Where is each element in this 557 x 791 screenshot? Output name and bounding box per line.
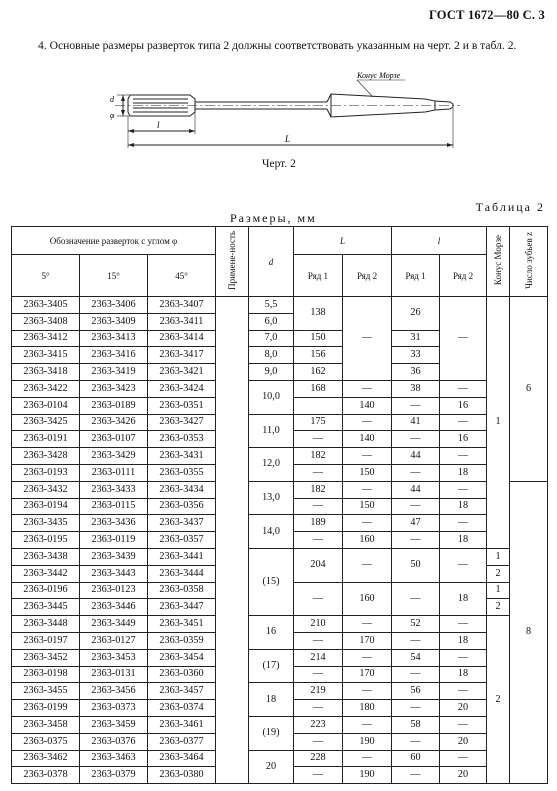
L-series2-cell: — xyxy=(343,515,392,532)
designation-cell: 2363-3423 xyxy=(80,380,148,397)
L-series2-cell: 180 xyxy=(343,700,392,717)
dimension-l-label: l xyxy=(157,120,160,130)
designation-cell: 2363-0199 xyxy=(12,700,80,717)
l-series2-cell: 18 xyxy=(440,632,487,649)
table-number: Таблица 2 xyxy=(475,200,545,214)
L-series1-cell: 168 xyxy=(294,380,343,397)
morse-taper-label: Конус Морзе xyxy=(357,72,401,80)
l-series1-cell: 60 xyxy=(392,750,440,767)
l-series1-cell: — xyxy=(392,464,440,481)
d-cell: 9,0 xyxy=(249,364,294,381)
l-series2-cell: 20 xyxy=(440,733,487,750)
header-angle-15: 15° xyxy=(80,255,148,297)
application-cell xyxy=(216,297,249,784)
l-series2-cell: — xyxy=(440,414,487,431)
L-series2-cell: 170 xyxy=(343,666,392,683)
header-application: Примене-ность xyxy=(216,227,249,297)
designation-cell: 2363-3419 xyxy=(80,364,148,381)
designation-cell: 2363-3436 xyxy=(80,515,148,532)
d-cell: 5,5 xyxy=(249,297,294,314)
designation-cell: 2363-3421 xyxy=(148,364,216,381)
L-series1-cell: 223 xyxy=(294,716,343,733)
designation-cell: 2363-0189 xyxy=(80,397,148,414)
l-series1-cell: — xyxy=(392,397,440,414)
l-series1-cell: — xyxy=(392,700,440,717)
table-row xyxy=(12,649,548,666)
d-cell: 10,0 xyxy=(249,380,294,414)
table-row xyxy=(12,448,548,465)
d-cell: 11,0 xyxy=(249,414,294,448)
L-series1-cell: 228 xyxy=(294,750,343,767)
l-series2-cell: 16 xyxy=(440,431,487,448)
header-designation: Обозначение разверток с углом φ xyxy=(12,227,216,255)
L-series1-cell: — xyxy=(294,767,343,784)
L-series2-cell: 190 xyxy=(343,767,392,784)
l-series1-cell: 58 xyxy=(392,716,440,733)
designation-cell: 2363-3425 xyxy=(12,414,80,431)
designation-cell: 2363-3433 xyxy=(80,481,148,498)
designation-cell: 2363-0191 xyxy=(12,431,80,448)
l-series2-cell: 18 xyxy=(440,464,487,481)
dimensions-table xyxy=(11,226,548,784)
l-series2-cell: — xyxy=(440,548,487,582)
designation-cell: 2363-0376 xyxy=(80,733,148,750)
designation-cell: 2363-3411 xyxy=(148,313,216,330)
header-teeth: Число зубьев z xyxy=(510,227,548,297)
designation-cell: 2363-3459 xyxy=(80,716,148,733)
L-series1-cell: — xyxy=(294,666,343,683)
l-series1-cell: 41 xyxy=(392,414,440,431)
l-series2-cell: — xyxy=(440,683,487,700)
designation-cell: 2363-3439 xyxy=(80,548,148,565)
L-series1-cell: 182 xyxy=(294,481,343,498)
d-cell: 12,0 xyxy=(249,448,294,482)
designation-cell: 2363-3429 xyxy=(80,448,148,465)
d-cell: 16 xyxy=(249,616,294,650)
designation-cell: 2363-0360 xyxy=(148,666,216,683)
designation-cell: 2363-0357 xyxy=(148,532,216,549)
table-row xyxy=(12,515,548,532)
morse-cell: 1 xyxy=(487,582,510,599)
designation-cell: 2363-3462 xyxy=(12,750,80,767)
l-series1-cell: 47 xyxy=(392,515,440,532)
L-series2-cell: 160 xyxy=(343,582,392,616)
designation-cell: 2363-3434 xyxy=(148,481,216,498)
designation-cell: 2363-0197 xyxy=(12,632,80,649)
designation-cell: 2363-3455 xyxy=(12,683,80,700)
l-series2-cell: 18 xyxy=(440,498,487,515)
l-series2-cell: — xyxy=(440,448,487,465)
d-cell: 18 xyxy=(249,683,294,717)
designation-cell: 2363-3449 xyxy=(80,616,148,633)
table-row xyxy=(12,683,548,700)
designation-cell: 2363-0195 xyxy=(12,532,80,549)
L-series2-cell: 190 xyxy=(343,733,392,750)
l-series1-cell: 38 xyxy=(392,380,440,397)
designation-cell: 2363-0111 xyxy=(80,464,148,481)
L-series2-cell: 170 xyxy=(343,632,392,649)
designation-cell: 2363-0131 xyxy=(80,666,148,683)
L-series2-cell: — xyxy=(343,716,392,733)
designation-cell: 2363-0379 xyxy=(80,767,148,784)
L-series1-cell: 156 xyxy=(294,347,343,364)
designation-cell: 2363-3456 xyxy=(80,683,148,700)
L-series1-cell: 189 xyxy=(294,515,343,532)
designation-cell: 2363-0104 xyxy=(12,397,80,414)
l-series2-cell: — xyxy=(440,380,487,397)
designation-cell: 2363-3432 xyxy=(12,481,80,498)
l-series1-cell: — xyxy=(392,666,440,683)
designation-cell: 2363-3424 xyxy=(148,380,216,397)
l-series2-cell: — xyxy=(440,716,487,733)
header-l-series2: Ряд 2 xyxy=(440,255,487,297)
d-cell: 7,0 xyxy=(249,330,294,347)
table-row xyxy=(12,481,548,498)
table-title: Размеры, мм xyxy=(230,211,317,225)
designation-cell: 2363-0378 xyxy=(12,767,80,784)
designation-cell: 2363-0127 xyxy=(80,632,148,649)
l-series1-cell: — xyxy=(392,733,440,750)
L-series1-cell: 214 xyxy=(294,649,343,666)
designation-cell: 2363-3448 xyxy=(12,616,80,633)
L-series1-cell: 219 xyxy=(294,683,343,700)
L-series1-cell: 182 xyxy=(294,448,343,465)
L-series2-cell: 140 xyxy=(343,397,392,414)
designation-cell: 2363-3412 xyxy=(12,330,80,347)
l-series1-cell: — xyxy=(392,532,440,549)
designation-cell: 2363-0380 xyxy=(148,767,216,784)
designation-cell: 2363-3435 xyxy=(12,515,80,532)
designation-cell: 2363-3443 xyxy=(80,565,148,582)
l-series2-cell: — xyxy=(440,481,487,498)
L-series2-cell: — xyxy=(343,380,392,397)
dimension-L-label: L xyxy=(285,134,291,144)
L-series2-cell: — xyxy=(343,297,392,381)
designation-cell: 2363-0355 xyxy=(148,464,216,481)
header-l: l xyxy=(392,227,487,255)
body-paragraph: 4. Основные размеры разверток типа 2 должны соответствовать указанным на черт. 2 и в табл. 2. xyxy=(38,39,517,52)
L-series2-cell: — xyxy=(343,683,392,700)
L-series2-cell: — xyxy=(343,481,392,498)
document-reference: ГОСТ 1672—80 С. 3 xyxy=(428,8,545,22)
designation-cell: 2363-3437 xyxy=(148,515,216,532)
designation-cell: 2363-3454 xyxy=(148,649,216,666)
d-cell: 8,0 xyxy=(249,347,294,364)
d-cell: (19) xyxy=(249,716,294,750)
morse-cell: 2 xyxy=(487,565,510,582)
d-cell: (15) xyxy=(249,548,294,615)
header-angle-5: 5° xyxy=(12,255,80,297)
L-series2-cell: — xyxy=(343,750,392,767)
d-cell: 20 xyxy=(249,750,294,784)
L-series1-cell: — xyxy=(294,582,343,616)
L-series1-cell: — xyxy=(294,464,343,481)
header-l-series1: Ряд 1 xyxy=(392,255,440,297)
l-series1-cell: 44 xyxy=(392,481,440,498)
designation-cell: 2363-3464 xyxy=(148,750,216,767)
designation-cell: 2363-3445 xyxy=(12,599,80,616)
l-series1-cell: — xyxy=(392,632,440,649)
designation-cell: 2363-0194 xyxy=(12,498,80,515)
designation-cell: 2363-3428 xyxy=(12,448,80,465)
L-series1-cell: — xyxy=(294,431,343,448)
L-series1-cell: 138 xyxy=(294,297,343,331)
l-series2-cell: — xyxy=(440,616,487,633)
l-series1-cell: 44 xyxy=(392,448,440,465)
L-series2-cell: — xyxy=(343,649,392,666)
d-cell: 6,0 xyxy=(249,313,294,330)
l-series2-cell: 18 xyxy=(440,666,487,683)
designation-cell: 2363-3444 xyxy=(148,565,216,582)
l-series1-cell: 33 xyxy=(392,347,440,364)
l-series1-cell: 50 xyxy=(392,548,440,582)
header-d: d xyxy=(249,227,294,297)
reamer-drawing xyxy=(95,72,465,152)
d-cell: (17) xyxy=(249,649,294,683)
l-series1-cell: 54 xyxy=(392,649,440,666)
designation-cell: 2363-0119 xyxy=(80,532,148,549)
designation-cell: 2363-3405 xyxy=(12,297,80,314)
designation-cell: 2363-3408 xyxy=(12,313,80,330)
l-series1-cell: — xyxy=(392,431,440,448)
l-series2-cell: 18 xyxy=(440,532,487,549)
table-row xyxy=(12,548,548,565)
L-series1-cell: — xyxy=(294,632,343,649)
designation-cell: 2363-3407 xyxy=(148,297,216,314)
L-series2-cell: 140 xyxy=(343,431,392,448)
designation-cell: 2363-0115 xyxy=(80,498,148,515)
designation-cell: 2363-3451 xyxy=(148,616,216,633)
L-series1-cell: 150 xyxy=(294,330,343,347)
L-series2-cell: — xyxy=(343,616,392,633)
header-angle-45: 45° xyxy=(148,255,216,297)
L-series2-cell: 150 xyxy=(343,498,392,515)
designation-cell: 2363-3441 xyxy=(148,548,216,565)
table-row xyxy=(12,380,548,397)
L-series1-cell: — xyxy=(294,532,343,549)
designation-cell: 2363-3461 xyxy=(148,716,216,733)
L-series1-cell: — xyxy=(294,700,343,717)
dimension-d-label: d xyxy=(110,95,114,104)
l-series1-cell: 36 xyxy=(392,364,440,381)
L-series1-cell xyxy=(294,397,343,414)
l-series2-cell: — xyxy=(440,297,487,381)
designation-cell: 2363-0196 xyxy=(12,582,80,599)
designation-cell: 2363-3453 xyxy=(80,649,148,666)
morse-cell: 1 xyxy=(487,297,510,549)
designation-cell: 2363-0193 xyxy=(12,464,80,481)
L-series1-cell: 175 xyxy=(294,414,343,431)
L-series1-cell: — xyxy=(294,498,343,515)
table-row xyxy=(12,616,548,633)
designation-cell: 2363-3417 xyxy=(148,347,216,364)
l-series2-cell: — xyxy=(440,750,487,767)
designation-cell: 2363-3427 xyxy=(148,414,216,431)
header-L-series2: Ряд 2 xyxy=(343,255,392,297)
designation-cell: 2363-0373 xyxy=(80,700,148,717)
designation-cell: 2363-3431 xyxy=(148,448,216,465)
designation-cell: 2363-0375 xyxy=(12,733,80,750)
designation-cell: 2363-0356 xyxy=(148,498,216,515)
l-series1-cell: 26 xyxy=(392,297,440,331)
L-series2-cell: 160 xyxy=(343,532,392,549)
l-series1-cell: — xyxy=(392,582,440,616)
L-series1-cell: — xyxy=(294,733,343,750)
morse-cell: 1 xyxy=(487,548,510,565)
designation-cell: 2363-0198 xyxy=(12,666,80,683)
angle-phi-label: φ xyxy=(110,111,115,120)
morse-cell: 2 xyxy=(487,599,510,616)
l-series2-cell: 20 xyxy=(440,767,487,784)
designation-cell: 2363-0374 xyxy=(148,700,216,717)
l-series1-cell: 52 xyxy=(392,616,440,633)
table-row xyxy=(12,297,548,314)
L-series1-cell: 210 xyxy=(294,616,343,633)
l-series1-cell: — xyxy=(392,498,440,515)
L-series1-cell: 162 xyxy=(294,364,343,381)
designation-cell: 2363-0377 xyxy=(148,733,216,750)
header-L: L xyxy=(294,227,392,255)
designation-cell: 2363-3442 xyxy=(12,565,80,582)
header-morse: Конус Морзе xyxy=(487,227,510,297)
designation-cell: 2363-3463 xyxy=(80,750,148,767)
designation-cell: 2363-3458 xyxy=(12,716,80,733)
designation-cell: 2363-3416 xyxy=(80,347,148,364)
L-series2-cell: — xyxy=(343,448,392,465)
designation-cell: 2363-3422 xyxy=(12,380,80,397)
designation-cell: 2363-0359 xyxy=(148,632,216,649)
designation-cell: 2363-0107 xyxy=(80,431,148,448)
designation-cell: 2363-0358 xyxy=(148,582,216,599)
designation-cell: 2363-3426 xyxy=(80,414,148,431)
l-series1-cell: 56 xyxy=(392,683,440,700)
teeth-cell: 6 xyxy=(510,297,548,482)
designation-cell: 2363-0351 xyxy=(148,397,216,414)
designation-cell: 2363-0353 xyxy=(148,431,216,448)
table-row xyxy=(12,414,548,431)
designation-cell: 2363-3418 xyxy=(12,364,80,381)
L-series1-cell: 204 xyxy=(294,548,343,582)
l-series2-cell: 20 xyxy=(440,700,487,717)
designation-cell: 2363-0123 xyxy=(80,582,148,599)
l-series1-cell: 31 xyxy=(392,330,440,347)
designation-cell: 2363-3438 xyxy=(12,548,80,565)
table-row xyxy=(12,750,548,767)
table-row xyxy=(12,716,548,733)
designation-cell: 2363-3409 xyxy=(80,313,148,330)
designation-cell: 2363-3413 xyxy=(80,330,148,347)
figure-caption: Черт. 2 xyxy=(262,158,296,170)
l-series1-cell: — xyxy=(392,767,440,784)
designation-cell: 2363-3414 xyxy=(148,330,216,347)
l-series2-cell: — xyxy=(440,649,487,666)
table-body xyxy=(12,297,548,784)
designation-cell: 2363-3457 xyxy=(148,683,216,700)
designation-cell: 2363-3415 xyxy=(12,347,80,364)
header-L-series1: Ряд 1 xyxy=(294,255,343,297)
designation-cell: 2363-3452 xyxy=(12,649,80,666)
L-series2-cell: 150 xyxy=(343,464,392,481)
designation-cell: 2363-3406 xyxy=(80,297,148,314)
l-series2-cell: 16 xyxy=(440,397,487,414)
l-series2-cell: 18 xyxy=(440,582,487,616)
designation-cell: 2363-3446 xyxy=(80,599,148,616)
teeth-cell: 8 xyxy=(510,481,548,783)
l-series2-cell: — xyxy=(440,515,487,532)
d-cell: 13,0 xyxy=(249,481,294,515)
L-series2-cell: — xyxy=(343,548,392,582)
morse-cell: 2 xyxy=(487,616,510,784)
L-series2-cell: — xyxy=(343,414,392,431)
designation-cell: 2363-3447 xyxy=(148,599,216,616)
d-cell: 14,0 xyxy=(249,515,294,549)
